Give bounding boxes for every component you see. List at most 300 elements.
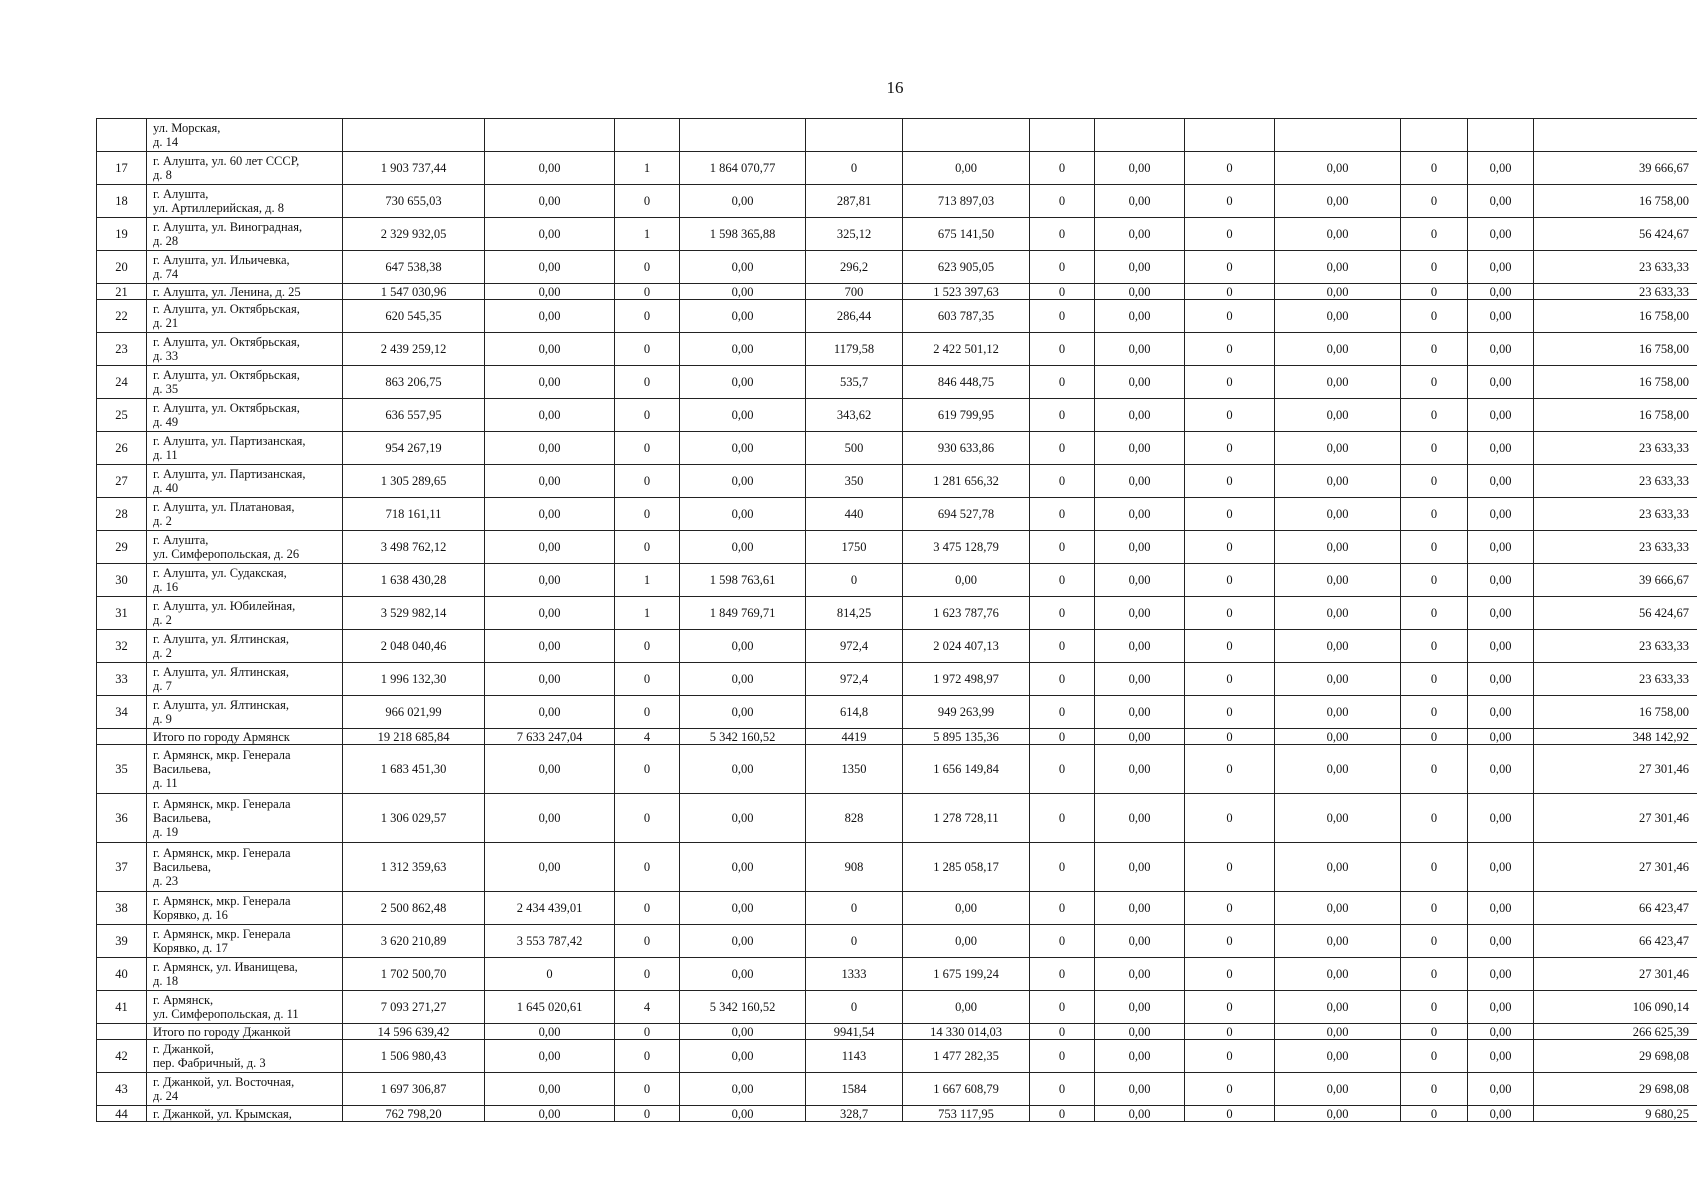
value-cell-c13: 23 633,33 bbox=[1534, 531, 1697, 564]
row-number: 41 bbox=[97, 991, 147, 1024]
value-cell-c5: 286,44 bbox=[806, 300, 903, 333]
value-cell-c12: 0,00 bbox=[1468, 432, 1534, 465]
address-line: г. Армянск, мкр. Генерала bbox=[153, 927, 291, 941]
value-cell-c6: 1 667 608,79 bbox=[903, 1073, 1030, 1106]
address-line: г. Армянск, мкр. Генерала bbox=[153, 894, 291, 908]
value-cell-c1: 1 312 359,63 bbox=[343, 843, 485, 892]
value-cell-c4: 0,00 bbox=[680, 531, 806, 564]
value-cell-c4: 0,00 bbox=[680, 465, 806, 498]
value-cell-c5: 0 bbox=[806, 152, 903, 185]
value-cell-c5: 500 bbox=[806, 432, 903, 465]
row-number: 43 bbox=[97, 1073, 147, 1106]
city-total-label bbox=[147, 1024, 343, 1040]
address-line: г. Армянск, мкр. Генерала bbox=[153, 748, 291, 762]
address-cell bbox=[147, 218, 343, 251]
value-cell-c9: 0 bbox=[1185, 432, 1275, 465]
address-line: Итого по городу Джанкой bbox=[153, 1024, 291, 1039]
value-cell-c1: 636 557,95 bbox=[343, 399, 485, 432]
value-cell-c6: 2 024 407,13 bbox=[903, 630, 1030, 663]
value-cell-c10: 0,00 bbox=[1275, 218, 1401, 251]
value-cell-c1: 1 903 737,44 bbox=[343, 152, 485, 185]
value-cell-c5: 1750 bbox=[806, 531, 903, 564]
value-cell-c3: 0 bbox=[615, 925, 680, 958]
value-cell-c3: 1 bbox=[615, 564, 680, 597]
address-line: г. Алушта, ул. Октябрьская, bbox=[153, 401, 300, 415]
address-cell bbox=[147, 531, 343, 564]
table-row bbox=[97, 925, 1697, 958]
table-row bbox=[97, 663, 1697, 696]
value-cell-c3: 1 bbox=[615, 597, 680, 630]
value-cell-c11: 0 bbox=[1401, 1073, 1468, 1106]
value-cell-c4: 1 598 365,88 bbox=[680, 218, 806, 251]
value-cell-c6: 0,00 bbox=[903, 152, 1030, 185]
value-cell-c2: 0,00 bbox=[485, 794, 615, 843]
address-line: д. 2 bbox=[153, 646, 172, 660]
value-cell-c10: 0,00 bbox=[1275, 399, 1401, 432]
address-line: д. 35 bbox=[153, 382, 179, 396]
value-cell-c3 bbox=[615, 119, 680, 152]
value-cell-c13: 66 423,47 bbox=[1534, 925, 1697, 958]
value-cell-c10 bbox=[1275, 119, 1401, 152]
value-cell-c4 bbox=[680, 119, 806, 152]
address-cell bbox=[147, 1073, 343, 1106]
value-cell-c7: 0 bbox=[1030, 1040, 1095, 1073]
value-cell-c4: 0,00 bbox=[680, 958, 806, 991]
value-cell-c5: 1179,58 bbox=[806, 333, 903, 366]
value-cell-c5: 328,7 bbox=[806, 1106, 903, 1122]
value-cell-c12: 0,00 bbox=[1468, 1024, 1534, 1040]
value-cell-c6: 5 895 135,36 bbox=[903, 729, 1030, 745]
address-cell bbox=[147, 892, 343, 925]
value-cell-c8: 0,00 bbox=[1095, 152, 1185, 185]
address-line: д. 16 bbox=[153, 580, 179, 594]
value-cell-c1: 966 021,99 bbox=[343, 696, 485, 729]
value-cell-c6: 14 330 014,03 bbox=[903, 1024, 1030, 1040]
table-row bbox=[97, 218, 1697, 251]
value-cell-c4: 1 864 070,77 bbox=[680, 152, 806, 185]
value-cell-c1: 1 996 132,30 bbox=[343, 663, 485, 696]
value-cell-c9: 0 bbox=[1185, 564, 1275, 597]
value-cell-c9: 0 bbox=[1185, 218, 1275, 251]
address-line: г. Армянск, мкр. Генерала bbox=[153, 797, 291, 811]
value-cell-c2: 3 553 787,42 bbox=[485, 925, 615, 958]
value-cell-c1 bbox=[343, 119, 485, 152]
value-cell-c7: 0 bbox=[1030, 663, 1095, 696]
city-total-label bbox=[147, 729, 343, 745]
row-number: 30 bbox=[97, 564, 147, 597]
value-cell-c7: 0 bbox=[1030, 745, 1095, 794]
value-cell-c11: 0 bbox=[1401, 564, 1468, 597]
value-cell-c3: 0 bbox=[615, 498, 680, 531]
value-cell-c4: 0,00 bbox=[680, 284, 806, 300]
value-cell-c6: 1 477 282,35 bbox=[903, 1040, 1030, 1073]
value-cell-c4: 0,00 bbox=[680, 843, 806, 892]
address-cell bbox=[147, 333, 343, 366]
address-cell bbox=[147, 564, 343, 597]
table-row bbox=[97, 1106, 1697, 1122]
value-cell-c9: 0 bbox=[1185, 729, 1275, 745]
value-cell-c12: 0,00 bbox=[1468, 218, 1534, 251]
value-cell-c1: 863 206,75 bbox=[343, 366, 485, 399]
value-cell-c3: 0 bbox=[615, 465, 680, 498]
value-cell-c13: 39 666,67 bbox=[1534, 152, 1697, 185]
value-cell-c7: 0 bbox=[1030, 251, 1095, 284]
address-cell bbox=[147, 696, 343, 729]
value-cell-c11: 0 bbox=[1401, 333, 1468, 366]
value-cell-c6: 0,00 bbox=[903, 991, 1030, 1024]
value-cell-c9: 0 bbox=[1185, 1106, 1275, 1122]
value-cell-c8: 0,00 bbox=[1095, 498, 1185, 531]
value-cell-c2: 0,00 bbox=[485, 1106, 615, 1122]
table-row bbox=[97, 284, 1697, 300]
value-cell-c10: 0,00 bbox=[1275, 152, 1401, 185]
value-cell-c11: 0 bbox=[1401, 432, 1468, 465]
value-cell-c9: 0 bbox=[1185, 333, 1275, 366]
value-cell-c9: 0 bbox=[1185, 991, 1275, 1024]
value-cell-c3: 4 bbox=[615, 729, 680, 745]
value-cell-c8: 0,00 bbox=[1095, 284, 1185, 300]
value-cell-c4: 0,00 bbox=[680, 925, 806, 958]
value-cell-c12: 0,00 bbox=[1468, 465, 1534, 498]
value-cell-c6: 713 897,03 bbox=[903, 185, 1030, 218]
value-cell-c6: 846 448,75 bbox=[903, 366, 1030, 399]
value-cell-c12: 0,00 bbox=[1468, 597, 1534, 630]
value-cell-c2: 0,00 bbox=[485, 432, 615, 465]
value-cell-c9: 0 bbox=[1185, 185, 1275, 218]
row-number: 25 bbox=[97, 399, 147, 432]
value-cell-c8: 0,00 bbox=[1095, 958, 1185, 991]
value-cell-c11: 0 bbox=[1401, 1106, 1468, 1122]
value-cell-c2: 0,00 bbox=[485, 152, 615, 185]
row-number: 42 bbox=[97, 1040, 147, 1073]
value-cell-c7: 0 bbox=[1030, 333, 1095, 366]
value-cell-c2: 0,00 bbox=[485, 630, 615, 663]
value-cell-c9: 0 bbox=[1185, 1024, 1275, 1040]
value-cell-c5: 700 bbox=[806, 284, 903, 300]
value-cell-c10: 0,00 bbox=[1275, 1073, 1401, 1106]
value-cell-c13: 39 666,67 bbox=[1534, 564, 1697, 597]
value-cell-c12: 0,00 bbox=[1468, 333, 1534, 366]
value-cell-c8: 0,00 bbox=[1095, 925, 1185, 958]
value-cell-c10: 0,00 bbox=[1275, 498, 1401, 531]
value-cell-c12: 0,00 bbox=[1468, 251, 1534, 284]
address-line: г. Джанкой, bbox=[153, 1042, 214, 1056]
value-cell-c5: 972,4 bbox=[806, 630, 903, 663]
value-cell-c12: 0,00 bbox=[1468, 892, 1534, 925]
value-cell-c6: 1 623 787,76 bbox=[903, 597, 1030, 630]
value-cell-c10: 0,00 bbox=[1275, 663, 1401, 696]
value-cell-c12: 0,00 bbox=[1468, 399, 1534, 432]
row-number: 36 bbox=[97, 794, 147, 843]
value-cell-c2: 7 633 247,04 bbox=[485, 729, 615, 745]
value-cell-c4: 0,00 bbox=[680, 745, 806, 794]
value-cell-c4: 5 342 160,52 bbox=[680, 991, 806, 1024]
row-number: 23 bbox=[97, 333, 147, 366]
table-row bbox=[97, 119, 1697, 152]
value-cell-c11: 0 bbox=[1401, 892, 1468, 925]
value-cell-c13: 106 090,14 bbox=[1534, 991, 1697, 1024]
value-cell-c12: 0,00 bbox=[1468, 630, 1534, 663]
value-cell-c8: 0,00 bbox=[1095, 1106, 1185, 1122]
value-cell-c3: 0 bbox=[615, 745, 680, 794]
value-cell-c10: 0,00 bbox=[1275, 745, 1401, 794]
address-line: г. Армянск, мкр. Генерала bbox=[153, 846, 291, 860]
value-cell-c13: 27 301,46 bbox=[1534, 794, 1697, 843]
value-cell-c11: 0 bbox=[1401, 185, 1468, 218]
value-cell-c6: 0,00 bbox=[903, 892, 1030, 925]
address-line: Корявко, д. 16 bbox=[153, 908, 228, 922]
value-cell-c12: 0,00 bbox=[1468, 531, 1534, 564]
value-cell-c3: 0 bbox=[615, 399, 680, 432]
value-cell-c9: 0 bbox=[1185, 745, 1275, 794]
value-cell-c9: 0 bbox=[1185, 366, 1275, 399]
value-cell-c1: 2 048 040,46 bbox=[343, 630, 485, 663]
address-cell bbox=[147, 432, 343, 465]
value-cell-c5: 440 bbox=[806, 498, 903, 531]
value-cell-c4: 0,00 bbox=[680, 498, 806, 531]
value-cell-c2: 0,00 bbox=[485, 843, 615, 892]
value-cell-c3: 0 bbox=[615, 366, 680, 399]
value-cell-c6: 1 656 149,84 bbox=[903, 745, 1030, 794]
value-cell-c1: 1 506 980,43 bbox=[343, 1040, 485, 1073]
row-number: 27 bbox=[97, 465, 147, 498]
value-cell-c11: 0 bbox=[1401, 794, 1468, 843]
value-cell-c1: 3 620 210,89 bbox=[343, 925, 485, 958]
address-cell bbox=[147, 366, 343, 399]
value-cell-c1: 1 702 500,70 bbox=[343, 958, 485, 991]
address-line: д. 49 bbox=[153, 415, 179, 429]
value-cell-c7: 0 bbox=[1030, 432, 1095, 465]
value-cell-c11: 0 bbox=[1401, 152, 1468, 185]
value-cell-c10: 0,00 bbox=[1275, 630, 1401, 663]
value-cell-c7: 0 bbox=[1030, 991, 1095, 1024]
value-cell-c4: 0,00 bbox=[680, 366, 806, 399]
value-cell-c11: 0 bbox=[1401, 1024, 1468, 1040]
value-cell-c13: 66 423,47 bbox=[1534, 892, 1697, 925]
address-cell bbox=[147, 1106, 343, 1122]
value-cell-c12: 0,00 bbox=[1468, 663, 1534, 696]
address-line: д. 28 bbox=[153, 234, 179, 248]
address-line: г. Алушта, ул. Ялтинская, bbox=[153, 632, 289, 646]
value-cell-c2: 0,00 bbox=[485, 1073, 615, 1106]
value-cell-c8: 0,00 bbox=[1095, 597, 1185, 630]
value-cell-c5: 350 bbox=[806, 465, 903, 498]
value-cell-c9: 0 bbox=[1185, 399, 1275, 432]
table-row bbox=[97, 745, 1697, 794]
value-cell-c3: 0 bbox=[615, 663, 680, 696]
address-line: г. Алушта, ул. Ленина, д. 25 bbox=[153, 284, 301, 299]
address-line: д. 23 bbox=[153, 874, 179, 888]
value-cell-c3: 0 bbox=[615, 892, 680, 925]
address-line: г. Алушта, ул. Ильичевка, bbox=[153, 253, 290, 267]
value-cell-c4: 1 598 763,61 bbox=[680, 564, 806, 597]
value-cell-c5: 296,2 bbox=[806, 251, 903, 284]
value-cell-c6: 0,00 bbox=[903, 925, 1030, 958]
address-line: г. Алушта, ул. Виноградная, bbox=[153, 220, 303, 234]
value-cell-c8: 0,00 bbox=[1095, 1024, 1185, 1040]
value-cell-c12: 0,00 bbox=[1468, 958, 1534, 991]
row-number: 18 bbox=[97, 185, 147, 218]
value-cell-c9: 0 bbox=[1185, 1040, 1275, 1073]
table-row bbox=[97, 432, 1697, 465]
value-cell-c8: 0,00 bbox=[1095, 991, 1185, 1024]
address-line: д. 40 bbox=[153, 481, 179, 495]
address-line: д. 2 bbox=[153, 613, 172, 627]
value-cell-c10: 0,00 bbox=[1275, 729, 1401, 745]
value-cell-c8: 0,00 bbox=[1095, 300, 1185, 333]
value-cell-c12: 0,00 bbox=[1468, 925, 1534, 958]
value-cell-c7: 0 bbox=[1030, 152, 1095, 185]
value-cell-c8: 0,00 bbox=[1095, 432, 1185, 465]
value-cell-c12: 0,00 bbox=[1468, 745, 1534, 794]
value-cell-c13: 23 633,33 bbox=[1534, 630, 1697, 663]
value-cell-c2: 0,00 bbox=[485, 465, 615, 498]
value-cell-c13: 16 758,00 bbox=[1534, 333, 1697, 366]
table-row bbox=[97, 531, 1697, 564]
address-line: Васильева, bbox=[153, 762, 212, 776]
value-cell-c1: 1 638 430,28 bbox=[343, 564, 485, 597]
value-cell-c4: 0,00 bbox=[680, 1040, 806, 1073]
address-line: ул. Симферопольская, д. 11 bbox=[153, 1007, 299, 1021]
value-cell-c11: 0 bbox=[1401, 498, 1468, 531]
value-cell-c12: 0,00 bbox=[1468, 1106, 1534, 1122]
table-row bbox=[97, 465, 1697, 498]
address-line: г. Алушта, bbox=[153, 187, 209, 201]
row-number: 24 bbox=[97, 366, 147, 399]
address-line: д. 2 bbox=[153, 514, 172, 528]
value-cell-c2: 0,00 bbox=[485, 1040, 615, 1073]
value-cell-c8: 0,00 bbox=[1095, 745, 1185, 794]
value-cell-c2: 0,00 bbox=[485, 531, 615, 564]
value-cell-c5: 814,25 bbox=[806, 597, 903, 630]
row-number: 20 bbox=[97, 251, 147, 284]
value-cell-c8: 0,00 bbox=[1095, 465, 1185, 498]
value-cell-c3: 1 bbox=[615, 152, 680, 185]
value-cell-c12: 0,00 bbox=[1468, 991, 1534, 1024]
address-line: г. Алушта, ул. Ялтинская, bbox=[153, 698, 289, 712]
value-cell-c3: 0 bbox=[615, 630, 680, 663]
value-cell-c9: 0 bbox=[1185, 843, 1275, 892]
value-cell-c5: 343,62 bbox=[806, 399, 903, 432]
address-cell bbox=[147, 794, 343, 843]
address-cell bbox=[147, 300, 343, 333]
value-cell-c2: 0,00 bbox=[485, 218, 615, 251]
address-line: Итого по городу Армянск bbox=[153, 729, 290, 744]
value-cell-c6: 0,00 bbox=[903, 564, 1030, 597]
address-line: г. Джанкой, ул. Крымская, bbox=[153, 1106, 292, 1121]
value-cell-c9: 0 bbox=[1185, 925, 1275, 958]
address-cell bbox=[147, 399, 343, 432]
value-cell-c13: 23 633,33 bbox=[1534, 251, 1697, 284]
address-line: д. 14 bbox=[153, 135, 179, 149]
value-cell-c13: 16 758,00 bbox=[1534, 399, 1697, 432]
value-cell-c11: 0 bbox=[1401, 399, 1468, 432]
row-number: 37 bbox=[97, 843, 147, 892]
value-cell-c7: 0 bbox=[1030, 284, 1095, 300]
value-cell-c1: 1 547 030,96 bbox=[343, 284, 485, 300]
address-line: д. 8 bbox=[153, 168, 172, 182]
value-cell-c4: 0,00 bbox=[680, 399, 806, 432]
value-cell-c10: 0,00 bbox=[1275, 531, 1401, 564]
value-cell-c2: 0,00 bbox=[485, 663, 615, 696]
value-cell-c8: 0,00 bbox=[1095, 333, 1185, 366]
value-cell-c13: 29 698,08 bbox=[1534, 1040, 1697, 1073]
value-cell-c11: 0 bbox=[1401, 300, 1468, 333]
address-cell bbox=[147, 925, 343, 958]
value-cell-c12: 0,00 bbox=[1468, 1073, 1534, 1106]
address-cell bbox=[147, 630, 343, 663]
value-cell-c3: 0 bbox=[615, 794, 680, 843]
table-row bbox=[97, 366, 1697, 399]
address-line: г. Алушта, ул. Партизанская, bbox=[153, 434, 306, 448]
table-row bbox=[97, 498, 1697, 531]
value-cell-c11: 0 bbox=[1401, 991, 1468, 1024]
value-cell-c13: 56 424,67 bbox=[1534, 218, 1697, 251]
address-line: Васильева, bbox=[153, 860, 212, 874]
value-cell-c8: 0,00 bbox=[1095, 366, 1185, 399]
row-number: 22 bbox=[97, 300, 147, 333]
value-cell-c7: 0 bbox=[1030, 1073, 1095, 1106]
value-cell-c2: 0,00 bbox=[485, 745, 615, 794]
value-cell-c4: 1 849 769,71 bbox=[680, 597, 806, 630]
value-cell-c10: 0,00 bbox=[1275, 564, 1401, 597]
value-cell-c2: 1 645 020,61 bbox=[485, 991, 615, 1024]
value-cell-c5: 908 bbox=[806, 843, 903, 892]
value-cell-c11 bbox=[1401, 119, 1468, 152]
value-cell-c10: 0,00 bbox=[1275, 465, 1401, 498]
address-cell bbox=[147, 843, 343, 892]
value-cell-c13: 56 424,67 bbox=[1534, 597, 1697, 630]
value-cell-c5: 9941,54 bbox=[806, 1024, 903, 1040]
value-cell-c7: 0 bbox=[1030, 1024, 1095, 1040]
value-cell-c4: 0,00 bbox=[680, 794, 806, 843]
value-cell-c11: 0 bbox=[1401, 663, 1468, 696]
value-cell-c7: 0 bbox=[1030, 399, 1095, 432]
row-number: 28 bbox=[97, 498, 147, 531]
value-cell-c5: 535,7 bbox=[806, 366, 903, 399]
address-line: д. 11 bbox=[153, 776, 178, 790]
value-cell-c7: 0 bbox=[1030, 958, 1095, 991]
value-cell-c6: 1 278 728,11 bbox=[903, 794, 1030, 843]
value-cell-c2: 0,00 bbox=[485, 284, 615, 300]
value-cell-c5: 828 bbox=[806, 794, 903, 843]
row-number: 34 bbox=[97, 696, 147, 729]
table-row bbox=[97, 251, 1697, 284]
value-cell-c11: 0 bbox=[1401, 843, 1468, 892]
value-cell-c10: 0,00 bbox=[1275, 925, 1401, 958]
value-cell-c12: 0,00 bbox=[1468, 794, 1534, 843]
value-cell-c6: 603 787,35 bbox=[903, 300, 1030, 333]
row-number: 40 bbox=[97, 958, 147, 991]
address-line: д. 24 bbox=[153, 1089, 179, 1103]
value-cell-c5: 1584 bbox=[806, 1073, 903, 1106]
value-cell-c2 bbox=[485, 119, 615, 152]
address-cell bbox=[147, 498, 343, 531]
value-cell-c13: 23 633,33 bbox=[1534, 432, 1697, 465]
value-cell-c11: 0 bbox=[1401, 531, 1468, 564]
value-cell-c11: 0 bbox=[1401, 630, 1468, 663]
address-line: г. Алушта, bbox=[153, 533, 209, 547]
value-cell-c1: 1 306 029,57 bbox=[343, 794, 485, 843]
value-cell-c8: 0,00 bbox=[1095, 794, 1185, 843]
value-cell-c8: 0,00 bbox=[1095, 729, 1185, 745]
value-cell-c11: 0 bbox=[1401, 465, 1468, 498]
address-cell bbox=[147, 597, 343, 630]
value-cell-c9: 0 bbox=[1185, 663, 1275, 696]
address-line: г. Алушта, ул. Платановая, bbox=[153, 500, 295, 514]
value-cell-c1: 3 529 982,14 bbox=[343, 597, 485, 630]
value-cell-c9: 0 bbox=[1185, 531, 1275, 564]
